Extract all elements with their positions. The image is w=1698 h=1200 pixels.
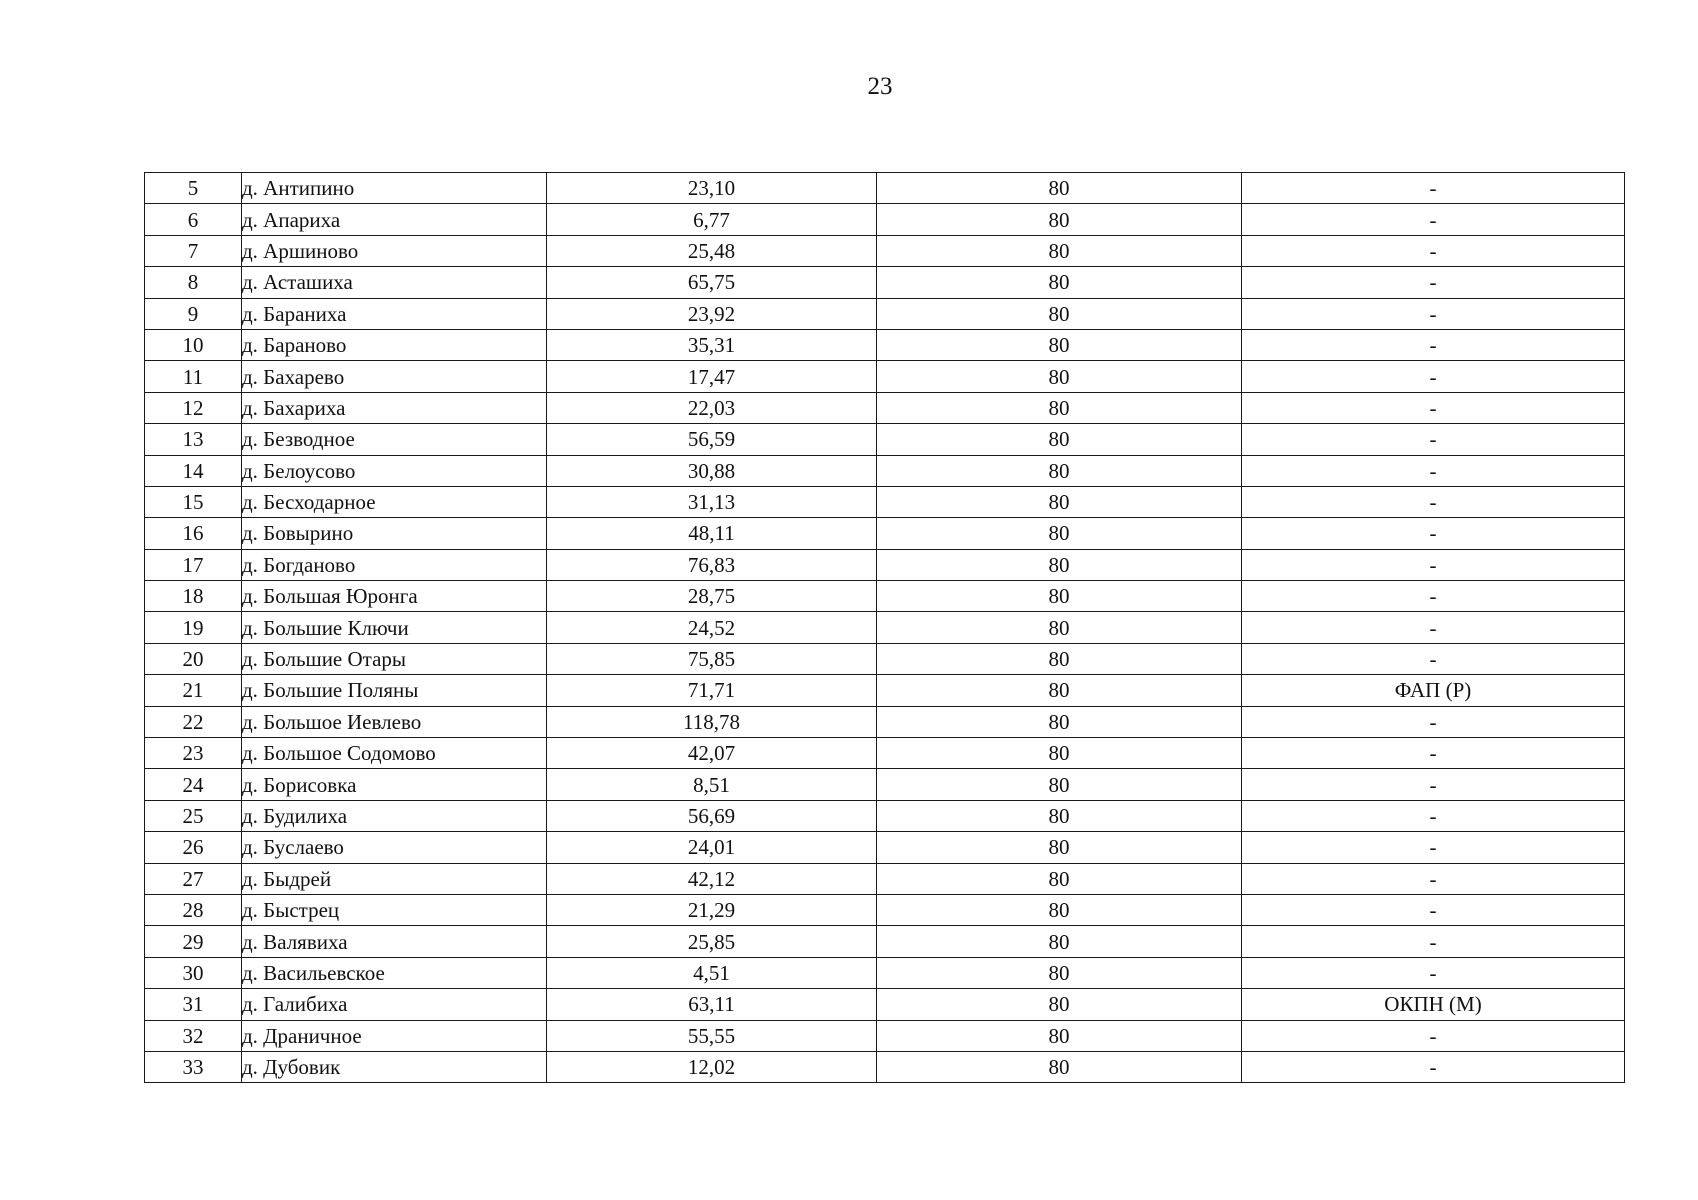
settlement-name-cell: д. Безводное [242,424,547,455]
table-row [145,486,1625,517]
table-row [145,1051,1625,1082]
value-cell: 118,78 [547,706,877,737]
settlement-name-cell: д. Асташиха [242,267,547,298]
table-row [145,800,1625,831]
table-row [145,957,1625,988]
norm-cell: 80 [877,455,1242,486]
facility-cell: - [1242,832,1625,863]
table-row [145,612,1625,643]
table-row [145,738,1625,769]
row-number-cell: 13 [145,424,242,455]
row-number-cell: 8 [145,267,242,298]
facility-cell: ОКПН (М) [1242,989,1625,1020]
settlement-name-cell: д. Быстрец [242,894,547,925]
facility-cell: - [1242,549,1625,580]
settlement-name-cell: д. Аршиново [242,235,547,266]
facility-cell: - [1242,612,1625,643]
settlement-name-cell: д. Большие Поляны [242,675,547,706]
table-row [145,706,1625,737]
row-number-cell: 22 [145,706,242,737]
value-cell: 23,92 [547,298,877,329]
row-number-cell: 29 [145,926,242,957]
row-number-cell: 11 [145,361,242,392]
row-number-cell: 30 [145,957,242,988]
table-row [145,235,1625,266]
value-cell: 24,52 [547,612,877,643]
norm-cell: 80 [877,675,1242,706]
row-number-cell: 31 [145,989,242,1020]
facility-cell: - [1242,329,1625,360]
value-cell: 56,59 [547,424,877,455]
facility-cell: - [1242,894,1625,925]
row-number-cell: 26 [145,832,242,863]
norm-cell: 80 [877,204,1242,235]
value-cell: 21,29 [547,894,877,925]
value-cell: 71,71 [547,675,877,706]
settlement-name-cell: д. Богданово [242,549,547,580]
value-cell: 12,02 [547,1051,877,1082]
settlement-name-cell: д. Дубовик [242,1051,547,1082]
facility-cell: - [1242,800,1625,831]
value-cell: 75,85 [547,643,877,674]
table-row [145,863,1625,894]
value-cell: 17,47 [547,361,877,392]
table-row [145,329,1625,360]
row-number-cell: 15 [145,486,242,517]
value-cell: 6,77 [547,204,877,235]
norm-cell: 80 [877,581,1242,612]
table-row [145,455,1625,486]
settlement-name-cell: д. Белоусово [242,455,547,486]
norm-cell: 80 [877,549,1242,580]
settlement-name-cell: д. Драничное [242,1020,547,1051]
norm-cell: 80 [877,1051,1242,1082]
facility-cell: - [1242,926,1625,957]
row-number-cell: 24 [145,769,242,800]
row-number-cell: 10 [145,329,242,360]
table-row [145,1020,1625,1051]
norm-cell: 80 [877,832,1242,863]
facility-cell: - [1242,361,1625,392]
facility-cell: - [1242,518,1625,549]
row-number-cell: 21 [145,675,242,706]
table-row [145,204,1625,235]
row-number-cell: 32 [145,1020,242,1051]
value-cell: 31,13 [547,486,877,517]
table-row [145,675,1625,706]
table-row [145,267,1625,298]
facility-cell: - [1242,706,1625,737]
facility-cell: - [1242,298,1625,329]
page-number: 23 [867,73,893,100]
table-row [145,424,1625,455]
row-number-cell: 6 [145,204,242,235]
facility-cell: ФАП (Р) [1242,675,1625,706]
table-row [145,298,1625,329]
value-cell: 35,31 [547,329,877,360]
norm-cell: 80 [877,298,1242,329]
facility-cell: - [1242,863,1625,894]
norm-cell: 80 [877,612,1242,643]
table-row [145,518,1625,549]
row-number-cell: 14 [145,455,242,486]
facility-cell: - [1242,424,1625,455]
settlement-name-cell: д. Борисовка [242,769,547,800]
value-cell: 24,01 [547,832,877,863]
settlements-table [144,172,1625,1083]
value-cell: 25,85 [547,926,877,957]
settlement-name-cell: д. Валявиха [242,926,547,957]
value-cell: 42,07 [547,738,877,769]
table-row [145,832,1625,863]
value-cell: 28,75 [547,581,877,612]
settlement-name-cell: д. Апариха [242,204,547,235]
row-number-cell: 20 [145,643,242,674]
settlement-name-cell: д. Галибиха [242,989,547,1020]
table-row [145,549,1625,580]
value-cell: 25,48 [547,235,877,266]
row-number-cell: 28 [145,894,242,925]
settlement-name-cell: д. Буслаево [242,832,547,863]
norm-cell: 80 [877,957,1242,988]
row-number-cell: 16 [145,518,242,549]
facility-cell: - [1242,173,1625,204]
settlement-name-cell: д. Быдрей [242,863,547,894]
norm-cell: 80 [877,329,1242,360]
facility-cell: - [1242,643,1625,674]
settlement-name-cell: д. Большое Содомово [242,738,547,769]
row-number-cell: 19 [145,612,242,643]
row-number-cell: 17 [145,549,242,580]
table-row [145,392,1625,423]
row-number-cell: 23 [145,738,242,769]
facility-cell: - [1242,455,1625,486]
norm-cell: 80 [877,894,1242,925]
settlement-name-cell: д. Большое Иевлево [242,706,547,737]
table-row [145,989,1625,1020]
norm-cell: 80 [877,392,1242,423]
value-cell: 42,12 [547,863,877,894]
row-number-cell: 27 [145,863,242,894]
facility-cell: - [1242,204,1625,235]
facility-cell: - [1242,1051,1625,1082]
settlement-name-cell: д. Васильевское [242,957,547,988]
norm-cell: 80 [877,643,1242,674]
table-row [145,769,1625,800]
settlement-name-cell: д. Бараново [242,329,547,360]
norm-cell: 80 [877,235,1242,266]
value-cell: 55,55 [547,1020,877,1051]
row-number-cell: 5 [145,173,242,204]
value-cell: 48,11 [547,518,877,549]
row-number-cell: 7 [145,235,242,266]
settlement-name-cell: д. Бовырино [242,518,547,549]
facility-cell: - [1242,769,1625,800]
facility-cell: - [1242,267,1625,298]
facility-cell: - [1242,581,1625,612]
settlement-name-cell: д. Большие Ключи [242,612,547,643]
row-number-cell: 25 [145,800,242,831]
row-number-cell: 12 [145,392,242,423]
facility-cell: - [1242,235,1625,266]
value-cell: 65,75 [547,267,877,298]
row-number-cell: 18 [145,581,242,612]
value-cell: 76,83 [547,549,877,580]
norm-cell: 80 [877,863,1242,894]
facility-cell: - [1242,957,1625,988]
settlement-name-cell: д. Большие Отары [242,643,547,674]
value-cell: 30,88 [547,455,877,486]
table-row [145,173,1625,204]
row-number-cell: 33 [145,1051,242,1082]
norm-cell: 80 [877,926,1242,957]
table-row [145,894,1625,925]
settlement-name-cell: д. Бахарево [242,361,547,392]
table-row [145,581,1625,612]
norm-cell: 80 [877,424,1242,455]
facility-cell: - [1242,738,1625,769]
value-cell: 63,11 [547,989,877,1020]
norm-cell: 80 [877,989,1242,1020]
settlement-name-cell: д. Будилиха [242,800,547,831]
table-body [145,173,1625,1083]
norm-cell: 80 [877,361,1242,392]
row-number-cell: 9 [145,298,242,329]
value-cell: 4,51 [547,957,877,988]
value-cell: 23,10 [547,173,877,204]
norm-cell: 80 [877,486,1242,517]
settlement-name-cell: д. Большая Юронга [242,581,547,612]
norm-cell: 80 [877,738,1242,769]
norm-cell: 80 [877,267,1242,298]
settlement-name-cell: д. Бараниха [242,298,547,329]
norm-cell: 80 [877,518,1242,549]
settlement-name-cell: д. Антипино [242,173,547,204]
facility-cell: - [1242,1020,1625,1051]
settlement-name-cell: д. Бесходарное [242,486,547,517]
value-cell: 8,51 [547,769,877,800]
facility-cell: - [1242,392,1625,423]
facility-cell: - [1242,486,1625,517]
table-row [145,643,1625,674]
norm-cell: 80 [877,769,1242,800]
table-row [145,361,1625,392]
value-cell: 56,69 [547,800,877,831]
norm-cell: 80 [877,706,1242,737]
norm-cell: 80 [877,173,1242,204]
norm-cell: 80 [877,800,1242,831]
settlement-name-cell: д. Бахариха [242,392,547,423]
value-cell: 22,03 [547,392,877,423]
norm-cell: 80 [877,1020,1242,1051]
table-row [145,926,1625,957]
